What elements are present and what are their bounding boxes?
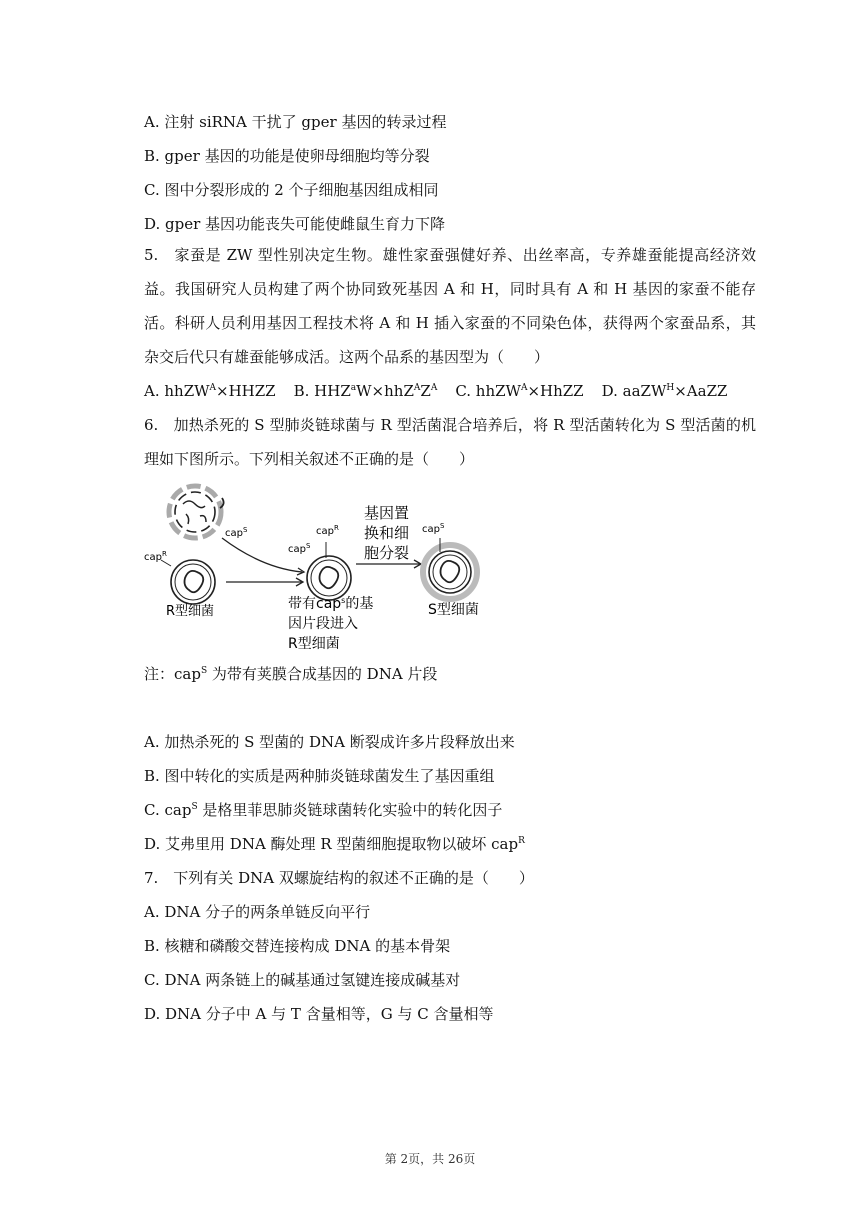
transformation-figure — [138, 482, 498, 658]
mid-label-1: 带有cap$^s$的基 — [288, 596, 374, 612]
mid-label-2: 因片段进入 — [288, 616, 358, 632]
q5-option-b: B. $HHZ^aW\times hhZ^AZ^A$ — [293, 382, 438, 400]
s-cell-label: S型细菌 — [428, 602, 479, 618]
q4-option-a: A. 注射 siRNA 干扰了 gper 基因的转录过程 — [144, 113, 447, 131]
q5-option-d: D. aaZW$^H$×AaZZ — [601, 382, 728, 400]
q5-stem: 5. 家蚕是 ZW 型性别决定生物。雄性家蚕强健好养、出丝率高，专养雄蚕能提高经济效益。我国研究人员构建了两个协同致死基因 A 和 H，同时具有 A 和 H 基因的家蚕不能存活。科研人员利用基因工程技术将 A 和 H 插入家蚕的不同染色体，获得两个家蚕品系，其杂交后代只有雄蚕能够成活。这两个品系的基因型为（ ） — [144, 246, 756, 366]
arrow-label-2: 换和细 — [364, 524, 410, 542]
q6-option-c: C. cap$^S$ 是格里菲思肺炎链球菌转化实验中的转化因子 — [144, 801, 503, 819]
q5-option-a: A. hhZW$^A$×HHZZ — [144, 382, 276, 400]
q7-option-a: A. DNA 分子的两条单链反向平行 — [144, 903, 371, 921]
q7-stem: 7. 下列有关 DNA 双螺旋结构的叙述不正确的是（ ） — [144, 869, 534, 887]
r-cell-label: R型细菌 — [166, 604, 215, 619]
q4-option-d: D. gper 基因功能丧失可能使雌鼠生育力下降 — [144, 215, 446, 233]
capr-label-2: cap$^R$ — [316, 524, 339, 537]
arrow-label-1: 基因置 — [364, 504, 410, 522]
heat-killed-s-cell — [169, 486, 224, 538]
q4-option-c: C. 图中分裂形成的 2 个子细胞基因组成相同 — [144, 181, 439, 199]
r-cell-middle — [307, 542, 351, 600]
q7-option-b: B. 核糖和磷酸交替连接构成 DNA 的基本骨架 — [144, 937, 451, 955]
q6-option-d: D. 艾弗里用 DNA 酶处理 R 型菌细胞提取物以破坏 cap$^R$ — [144, 835, 525, 853]
page-footer: 第 2页，共 26页 — [384, 1152, 476, 1166]
mid-label-3: R型细菌 — [288, 636, 340, 652]
q6-figure-note: 注：cap$^S$ 为带有荚膜合成基因的 DNA 片段 — [144, 665, 438, 683]
q5-options — [144, 382, 764, 400]
q6-option-a: A. 加热杀死的 S 型菌的 DNA 断裂成许多片段释放出来 — [144, 733, 515, 751]
q7-option-c: C. DNA 两条链上的碱基通过氢键连接成碱基对 — [144, 971, 461, 989]
r-cell-left — [161, 560, 215, 604]
caps-label-2: cap$^S$ — [288, 542, 311, 555]
q6-stem: 6. 加热杀死的 S 型肺炎链球菌与 R 型活菌混合培养后，将 R 型活菌转化为 S 型活菌的机理如下图所示。下列相关叙述不正确的是（ ） — [144, 416, 756, 468]
capr-label-1: cap$^R$ — [144, 550, 167, 563]
q5-option-c: C. hhZW$^A$×HhZZ — [455, 382, 584, 400]
arrow-label-3: 胞分裂 — [364, 544, 410, 562]
s-cell-right — [423, 538, 477, 599]
q7-option-d: D. DNA 分子中 A 与 T 含量相等，G 与 C 含量相等 — [144, 1005, 494, 1023]
q6-option-b: B. 图中转化的实质是两种肺炎链球菌发生了基因重组 — [144, 767, 495, 785]
caps-label-1: cap$^S$ — [225, 526, 248, 539]
q4-option-b: B. gper 基因的功能是使卵母细胞均等分裂 — [144, 147, 430, 165]
caps-label-3: cap$^S$ — [422, 522, 445, 535]
